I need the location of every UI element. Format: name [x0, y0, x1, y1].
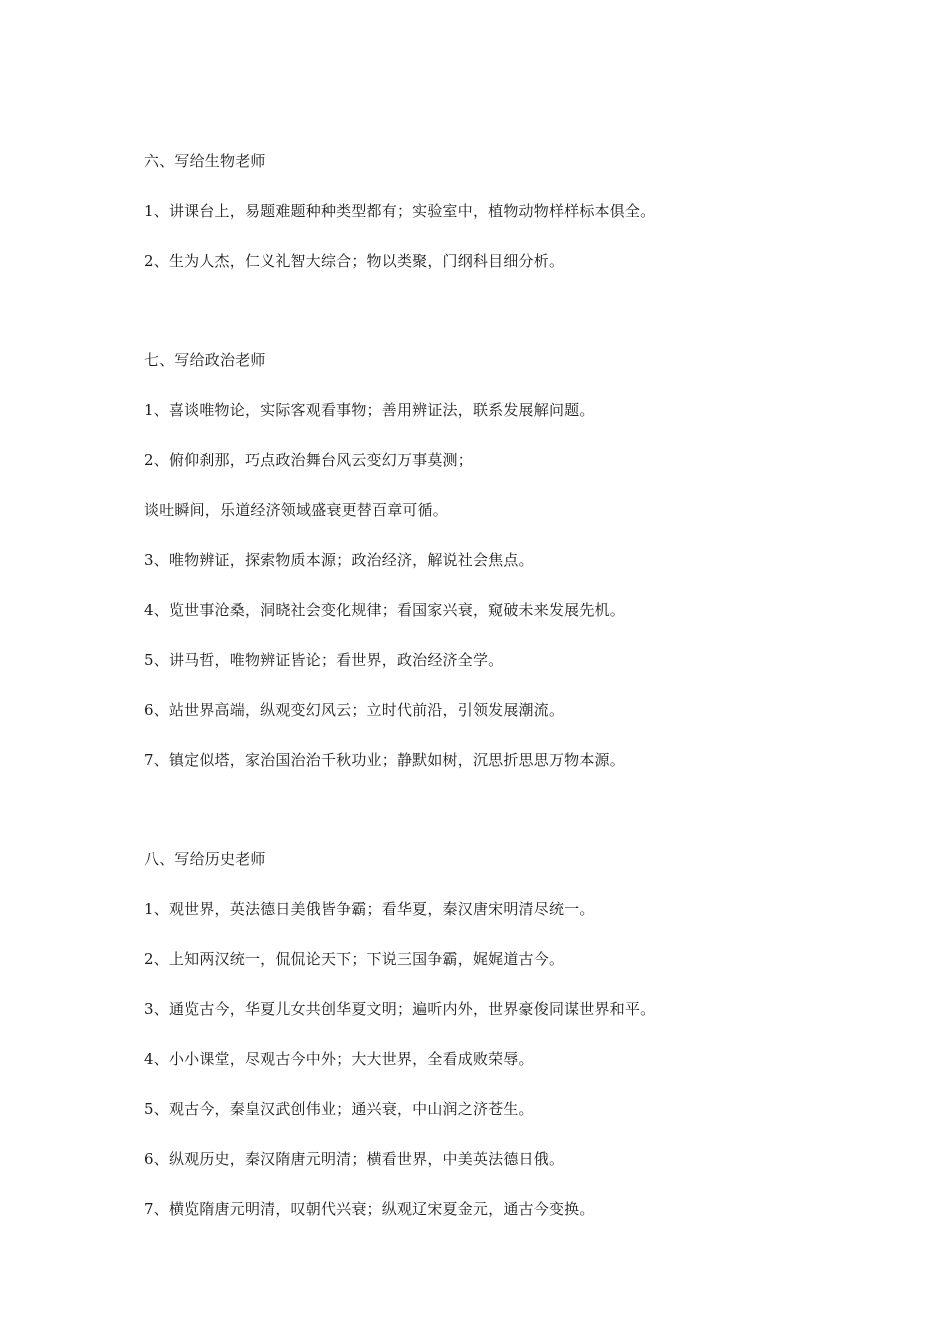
list-item: 3、唯物辨证，探索物质本源；政治经济，解说社会焦点。	[144, 551, 534, 569]
list-item: 1、喜谈唯物论，实际客观看事物；善用辨证法，联系发展解问题。	[144, 401, 595, 419]
section-heading-history: 八、写给历史老师	[144, 850, 266, 868]
list-item: 7、镇定似塔，家治国治治千秋功业；静默如树，沉思折思思万物本源。	[144, 751, 625, 769]
list-item: 谈吐瞬间，乐道经济领域盛衰更替百章可循。	[144, 501, 449, 519]
list-item: 6、站世界高端，纵观变幻风云；立时代前沿，引领发展潮流。	[144, 701, 565, 719]
list-item: 4、小小课堂，尽观古今中外；大大世界，全看成败荣辱。	[144, 1050, 534, 1068]
list-item: 2、俯仰刹那，巧点政治舞台风云变幻万事莫测；	[144, 451, 473, 469]
list-item: 5、观古今，秦皇汉武创伟业；通兴衰，中山润之济苍生。	[144, 1100, 534, 1118]
section-heading-politics: 七、写给政治老师	[144, 351, 266, 369]
section-heading-biology: 六、写给生物老师	[144, 152, 266, 170]
list-item: 7、横览隋唐元明清，叹朝代兴衰；纵观辽宋夏金元，通古今变换。	[144, 1200, 595, 1218]
list-item: 4、览世事沧桑，洞晓社会变化规律；看国家兴衰，窥破未来发展先机。	[144, 601, 625, 619]
list-item: 1、观世界，英法德日美俄皆争霸；看华夏，秦汉唐宋明清尽统一。	[144, 900, 595, 918]
list-item: 1、讲课台上，易题难题种种类型都有；实验室中，植物动物样样标本俱全。	[144, 202, 656, 220]
list-item: 2、生为人杰，仁义礼智大综合；物以类聚，门纲科目细分析。	[144, 252, 565, 270]
list-item: 5、讲马哲，唯物辨证皆论；看世界，政治经济全学。	[144, 651, 504, 669]
list-item: 6、纵观历史，秦汉隋唐元明清；横看世界，中美英法德日俄。	[144, 1150, 565, 1168]
list-item: 3、通览古今，华夏儿女共创华夏文明；遍听内外，世界豪俊同谋世界和平。	[144, 1000, 656, 1018]
list-item: 2、上知两汉统一，侃侃论天下；下说三国争霸，娓娓道古今。	[144, 950, 565, 968]
